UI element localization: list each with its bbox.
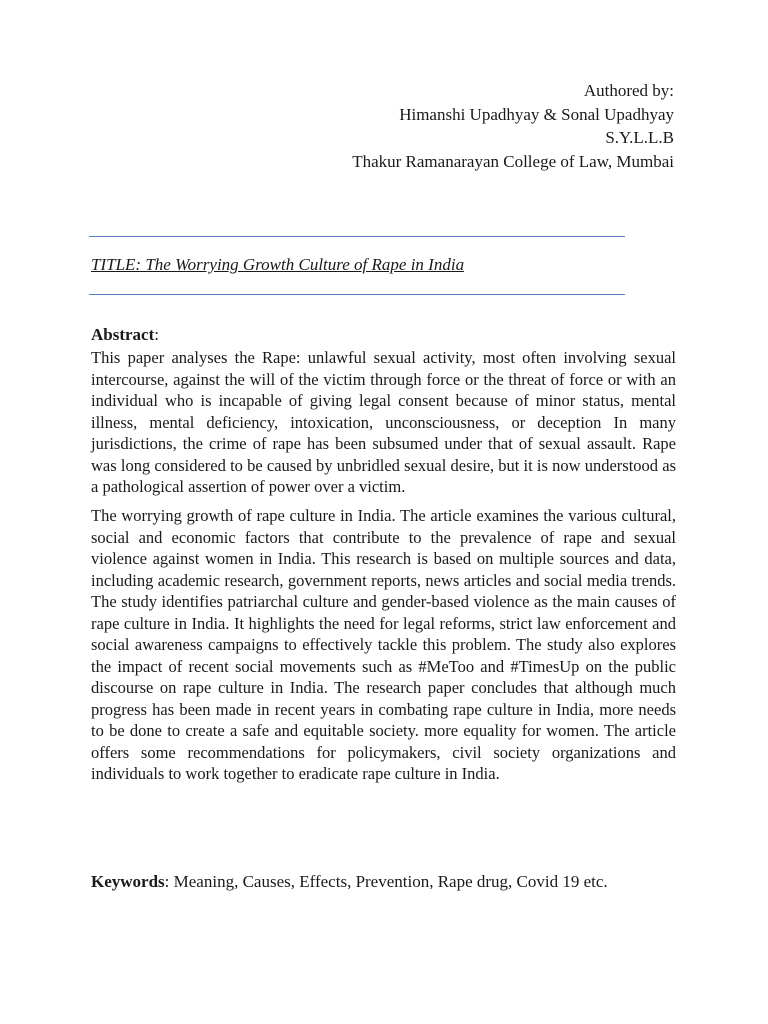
paper-title: TITLE: The Worrying Growth Culture of Rape in India — [91, 255, 465, 274]
author-year: S.Y.L.L.B — [605, 128, 674, 147]
keywords-heading: Keywords — [91, 872, 165, 891]
keywords-line — [91, 872, 608, 892]
author-college: Thakur Ramanarayan College of Law, Mumbai — [352, 151, 674, 171]
keywords-text: : Meaning, Causes, Effects, Prevention, Rape drug, Covid 19 etc. — [164, 872, 608, 891]
abstract-heading — [91, 325, 159, 345]
authored-by-label: Authored by: — [583, 81, 674, 100]
abstract-paragraph-2: The worrying growth of rape culture in India. The article examines the various cultural, social and economic factors that contribute to the prevalence of rape and sexual violence against women in India. This research is based on multiple sources and data, including academic research, government reports, news articles and social media trends. The study identifies patriarchal culture and gender-based violence as the main causes of rape culture in India. It highlights the need for legal reforms, strict law enforcement and social awareness campaigns to effectively tackle this problem. The study also explores the impact of recent social movements such as #MeToo and #TimesUp on the public discourse on rape culture in India. The research paper concludes that although much progress has been made in recent years in combating rape culture in India, more needs to be done to create a safe and equitable society. more equality for women. The article offers some recommendations for policymakers, civil society organizations and individuals to work together to eradicate rape culture in India. — [91, 506, 676, 783]
title-rule-top — [89, 236, 625, 237]
title-rule-bottom — [89, 294, 625, 295]
abstract-heading-label: Abstract — [91, 325, 155, 344]
abstract-paragraph-1: This paper analyses the Rape: unlawful sexual activity, most often involving sexual intercourse, against the will of the victim through force or the threat of force or with an individual who is incapable of giving legal consent because of minor status, mental illness, mental deficiency, intoxication, unconsciousness, or deception In many jurisdictions, the crime of rape has been subsumed under that of sexual assault. Rape was long considered to be caused by unbridled sexual desire, but it is now understood as a pathological assertion of power over a victim. — [91, 348, 676, 496]
author-block — [352, 79, 674, 173]
author-names: Himanshi Upadhyay & Sonal Upadhyay — [399, 104, 674, 124]
abstract-heading-colon: : — [154, 325, 159, 344]
